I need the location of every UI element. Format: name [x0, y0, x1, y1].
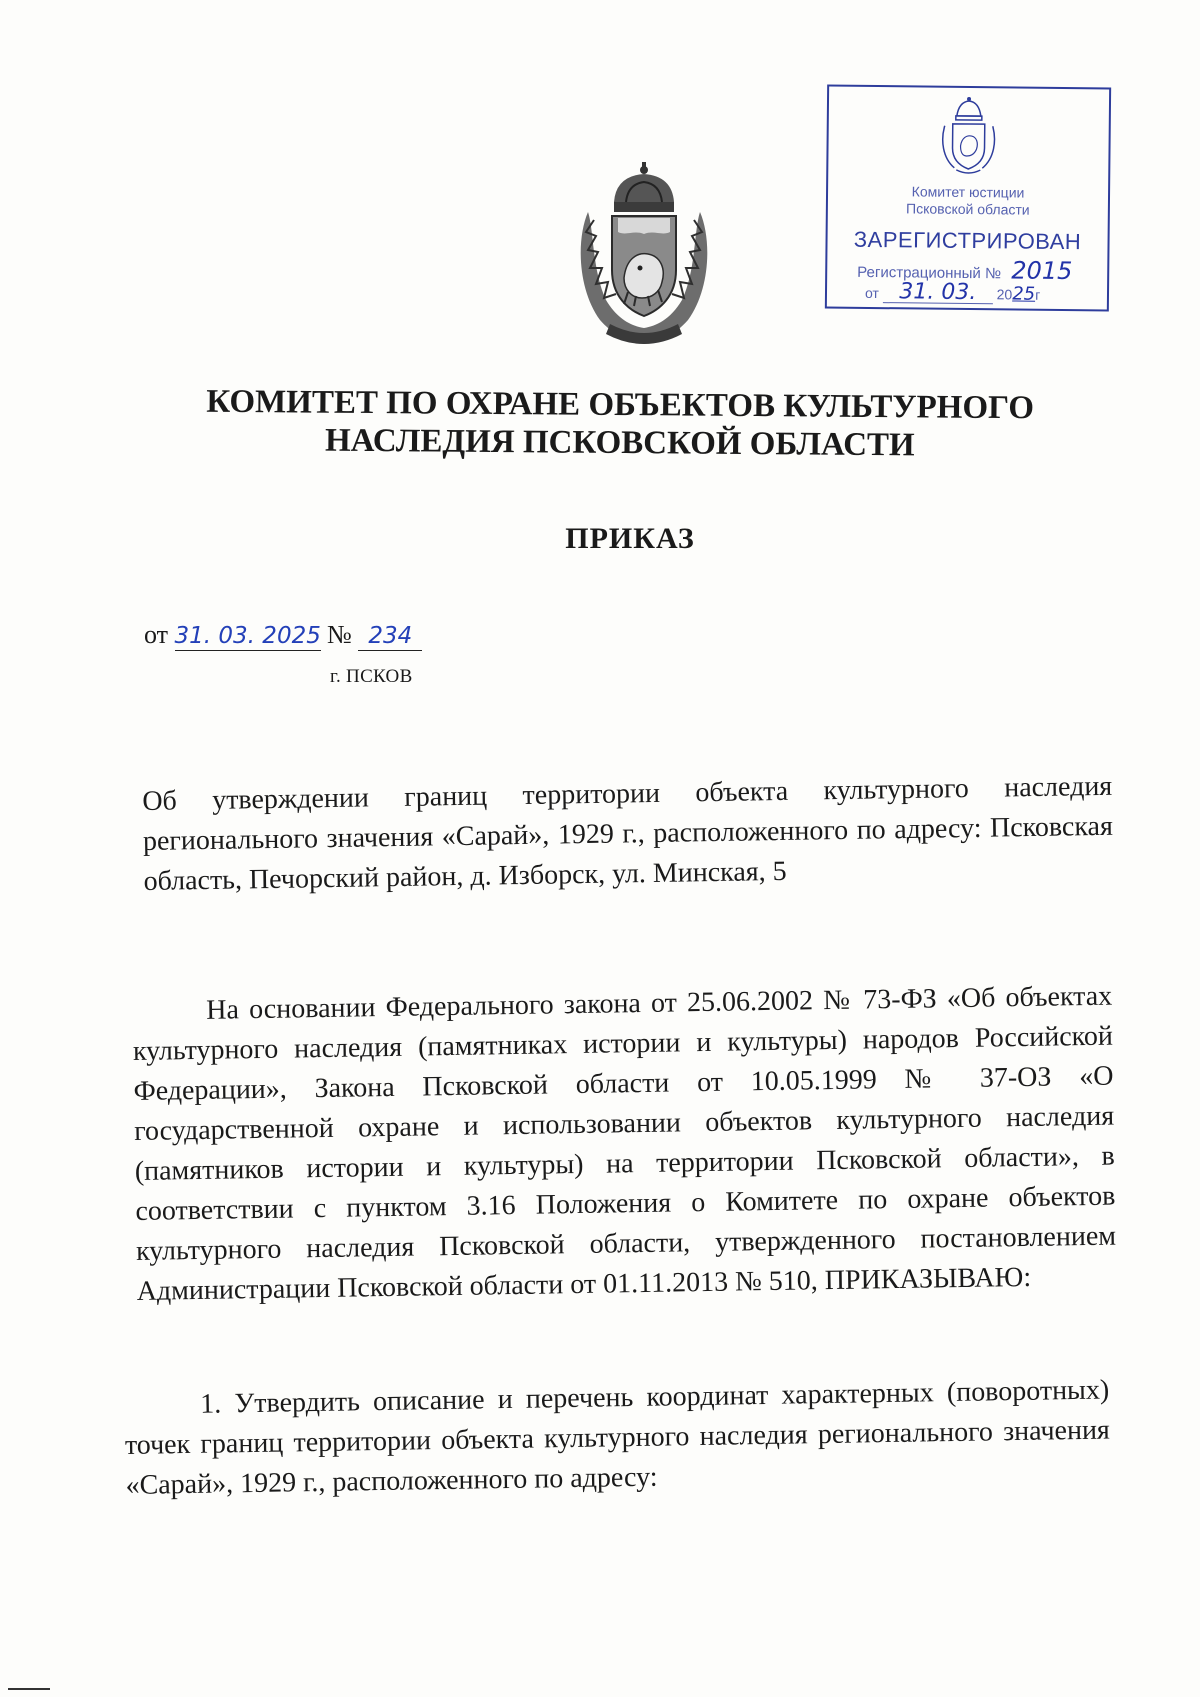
stamp-date-line	[864, 279, 1041, 306]
stamp-emblem-icon	[936, 96, 1001, 177]
order-date-prefix: от	[144, 620, 169, 649]
order-number-value: 234	[358, 622, 422, 651]
registration-stamp	[825, 85, 1111, 312]
organization-title: КОМИТЕТ ПО ОХРАНЕ ОБЪЕКТОВ КУЛЬТУРНОГО НАСЛЕДИЯ ПСКОВСКОЙ ОБЛАСТИ	[206, 383, 1035, 464]
order-date-value: 31. 03. 2025	[174, 623, 321, 649]
stamp-organization	[828, 183, 1108, 220]
coat-of-arms-icon	[574, 160, 714, 350]
scan-edge-mark	[8, 1688, 50, 1690]
stamp-year-prefix: 20	[996, 286, 1013, 303]
stamp-org-line-2: Псковской области	[906, 200, 1030, 218]
order-date-number-line	[144, 620, 422, 651]
order-number-sign: №	[327, 620, 352, 649]
stamp-date-value: 31. 03.	[883, 282, 993, 304]
order-item-1: 1. Утвердить описание и перечень координат характерных (поворотных) точек границ территории объекта культурного наследия регионального значения «Сарай», 1929 г., расположенного по адресу:	[124, 1374, 1111, 1501]
stamp-year-suffix: г	[1035, 286, 1041, 303]
document-type-heading: ПРИКАЗ	[565, 522, 695, 555]
stamp-date-prefix: от	[864, 284, 879, 302]
order-subject: Об утверждении границ территории объекта культурного наследия регионального значения «Сарай», 1929 г., расположенного по адресу: Псковская область, Печорский район, д. Изборск, ул. Минская, 5	[142, 770, 1114, 897]
stamp-year-value: 25	[1012, 283, 1036, 305]
order-city: г. ПСКОВ	[330, 666, 413, 687]
stamp-org-line-1: Комитет юстиции	[911, 183, 1025, 201]
stamp-reg-number: 2015	[1011, 256, 1073, 286]
order-preamble: На основании Федерального закона от 25.06.2002 № 73-ФЗ «Об объектах культурного наследия (памятниках истории и культуры) народов Российской Федерации», Закона Псковской области от 10.05.1999 № 37-ОЗ «О государственной охране и использовании объектов культурного наследия (памятников истории и культуры) на территории Псковской области», в соответствии с пунктом 3.16 Положения о Комитете по охране объектов культурного наследия Псковской области, утвержденного постановлением Администрации Псковской области от 01.11.2013 № 510, ПРИКАЗЫВАЮ:	[132, 980, 1117, 1307]
stamp-status: ЗАРЕГИСТРИРОВАН	[853, 226, 1082, 255]
stamp-reg-label: Регистрационный №	[857, 263, 1002, 283]
